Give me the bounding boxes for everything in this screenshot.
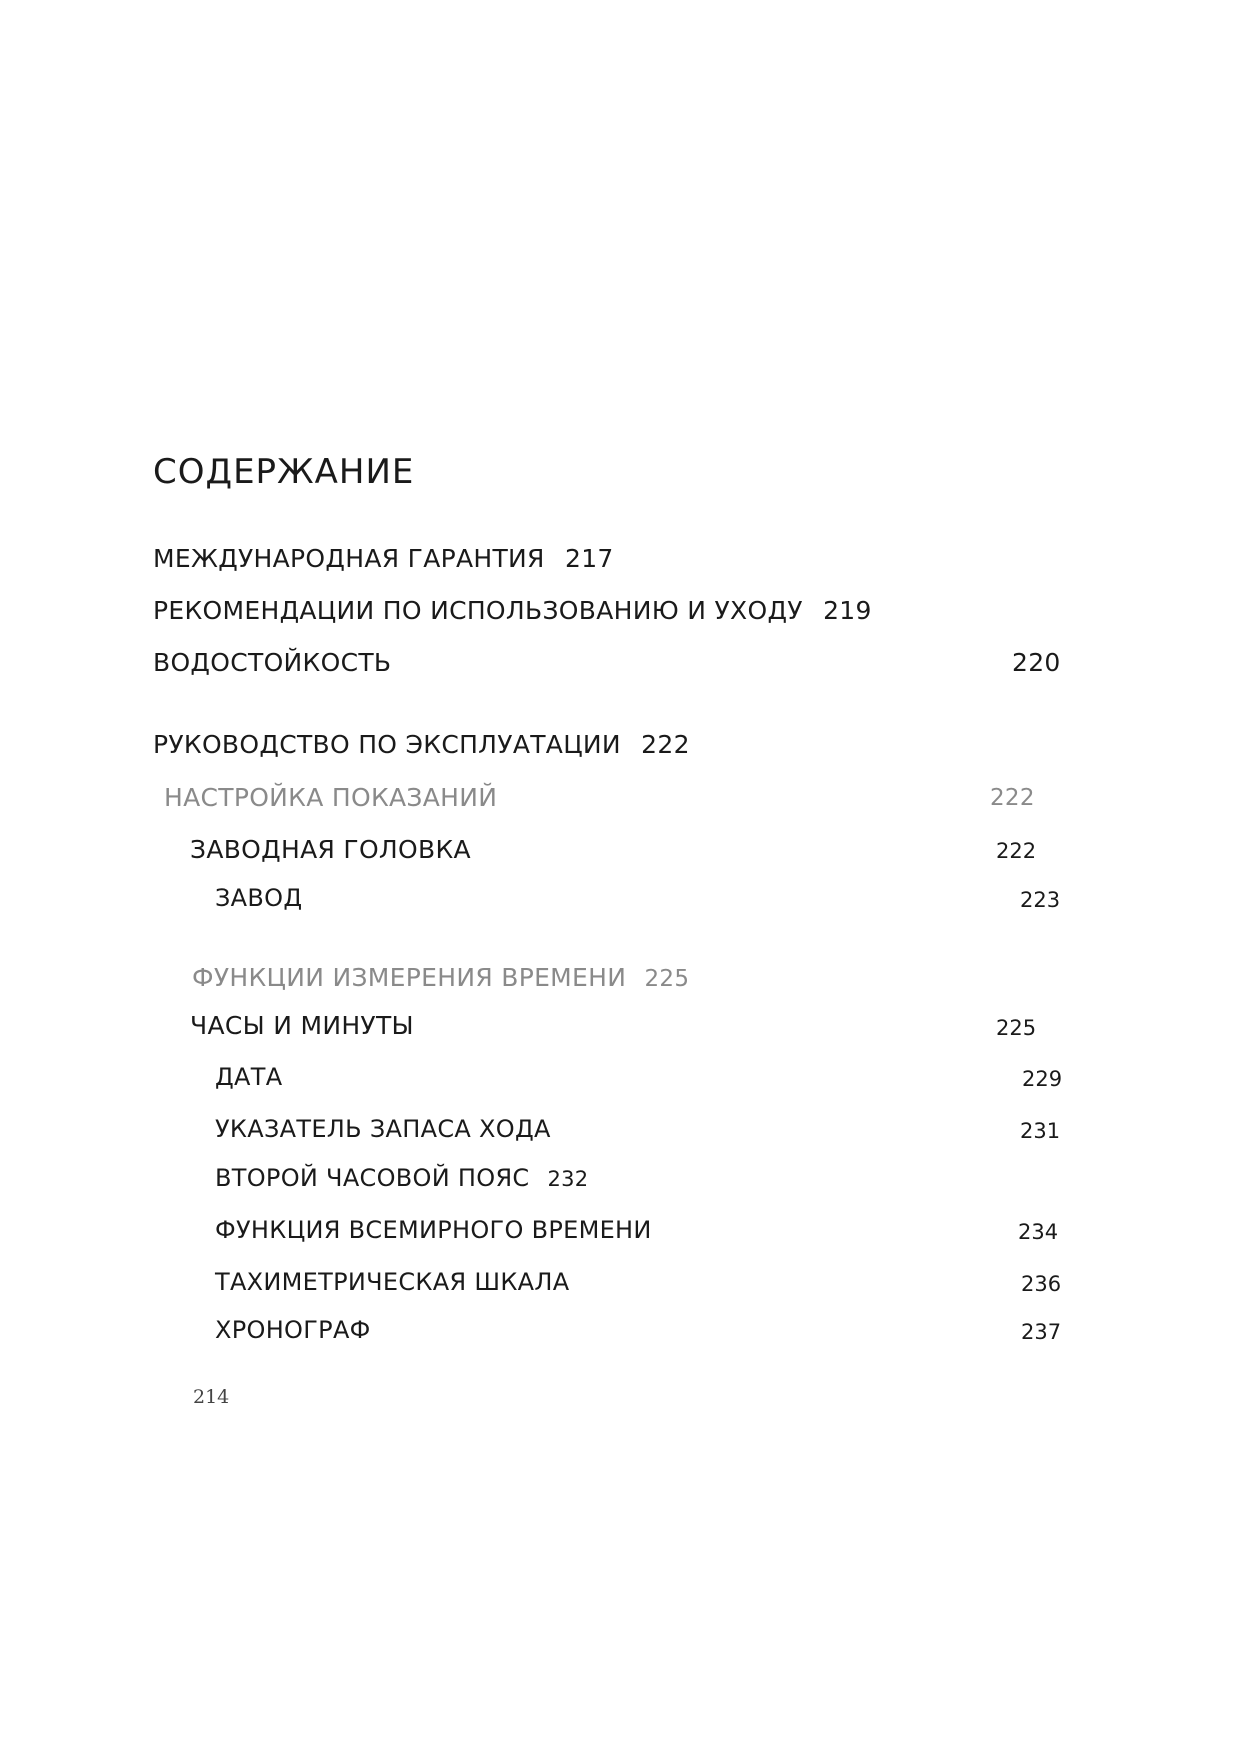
toc-entry-label: ЗАВОДНАЯ ГОЛОВКА <box>190 835 471 864</box>
toc-entry-care-recommendations[interactable] <box>153 598 872 623</box>
toc-entry-chronograph[interactable] <box>215 1318 371 1342</box>
toc-entry-label: РЕКОМЕНДАЦИИ ПО ИСПОЛЬЗОВАНИЮ И УХОДУ <box>153 596 803 625</box>
toc-entry-page: 222 <box>641 730 690 759</box>
toc-title: СОДЕРЖАНИЕ <box>153 452 415 492</box>
toc-entry-date[interactable] <box>215 1065 282 1089</box>
page-number: 214 <box>193 1386 230 1408</box>
toc-entry-page: 225 <box>996 1016 1037 1040</box>
toc-entry-page: 220 <box>1012 648 1061 677</box>
toc-entry-page: 222 <box>990 785 1035 811</box>
toc-entry-page: 225 <box>644 966 690 992</box>
toc-entry-tachymeter[interactable] <box>215 1270 569 1294</box>
toc-entry-label: ФУНКЦИИ ИЗМЕРЕНИЯ ВРЕМЕНИ <box>192 963 627 992</box>
toc-entry-label: ВТОРОЙ ЧАСОВОЙ ПОЯС <box>215 1164 530 1192</box>
toc-entry-page: 237 <box>1021 1320 1062 1344</box>
toc-entry-label: ЧАСЫ И МИНУТЫ <box>190 1011 414 1040</box>
toc-entry-world-time[interactable] <box>215 1218 652 1242</box>
toc-entry-label: ФУНКЦИЯ ВСЕМИРНОГО ВРЕМЕНИ <box>215 1216 652 1244</box>
toc-entry-hours-minutes[interactable] <box>190 1013 414 1038</box>
toc-entry-page: 217 <box>564 544 614 573</box>
toc-entry-label: РУКОВОДСТВО ПО ЭКСПЛУАТАЦИИ <box>153 730 621 759</box>
toc-entry-label: МЕЖДУНАРОДНАЯ ГАРАНТИЯ <box>153 544 545 573</box>
toc-entry-setting-indications[interactable] <box>164 785 497 810</box>
toc-entry-timekeeping-functions[interactable] <box>192 965 689 991</box>
toc-entry-page: 219 <box>823 596 872 625</box>
toc-entry-label: ЗАВОД <box>215 884 303 912</box>
toc-entry-page: 222 <box>996 839 1037 863</box>
toc-entry-label: ХРОНОГРАФ <box>215 1316 371 1344</box>
toc-entry-power-reserve[interactable] <box>215 1117 551 1141</box>
toc-entry-page: 232 <box>547 1167 589 1191</box>
toc-entry-international-warranty[interactable] <box>153 546 614 571</box>
toc-entry-label: ТАХИМЕТРИЧЕСКАЯ ШКАЛА <box>215 1268 570 1296</box>
toc-entry-second-time-zone[interactable] <box>215 1166 588 1190</box>
toc-entry-water-resistance[interactable] <box>153 650 391 675</box>
toc-entry-page: 231 <box>1020 1119 1061 1143</box>
toc-entry-label: ВОДОСТОЙКОСТЬ <box>153 648 392 677</box>
toc-entry-label: НАСТРОЙКА ПОКАЗАНИЙ <box>164 783 498 812</box>
toc-entry-page: 229 <box>1022 1067 1063 1091</box>
toc-entry-operating-manual[interactable] <box>153 732 690 757</box>
toc-entry-page: 236 <box>1021 1272 1062 1296</box>
toc-entry-page: 223 <box>1020 888 1061 912</box>
toc-entry-winding[interactable] <box>215 886 302 910</box>
toc-entry-label: УКАЗАТЕЛЬ ЗАПАСА ХОДА <box>215 1115 551 1143</box>
toc-entry-label: ДАТА <box>215 1063 283 1091</box>
toc-entry-page: 234 <box>1018 1220 1059 1244</box>
toc-entry-crown[interactable] <box>190 837 471 862</box>
